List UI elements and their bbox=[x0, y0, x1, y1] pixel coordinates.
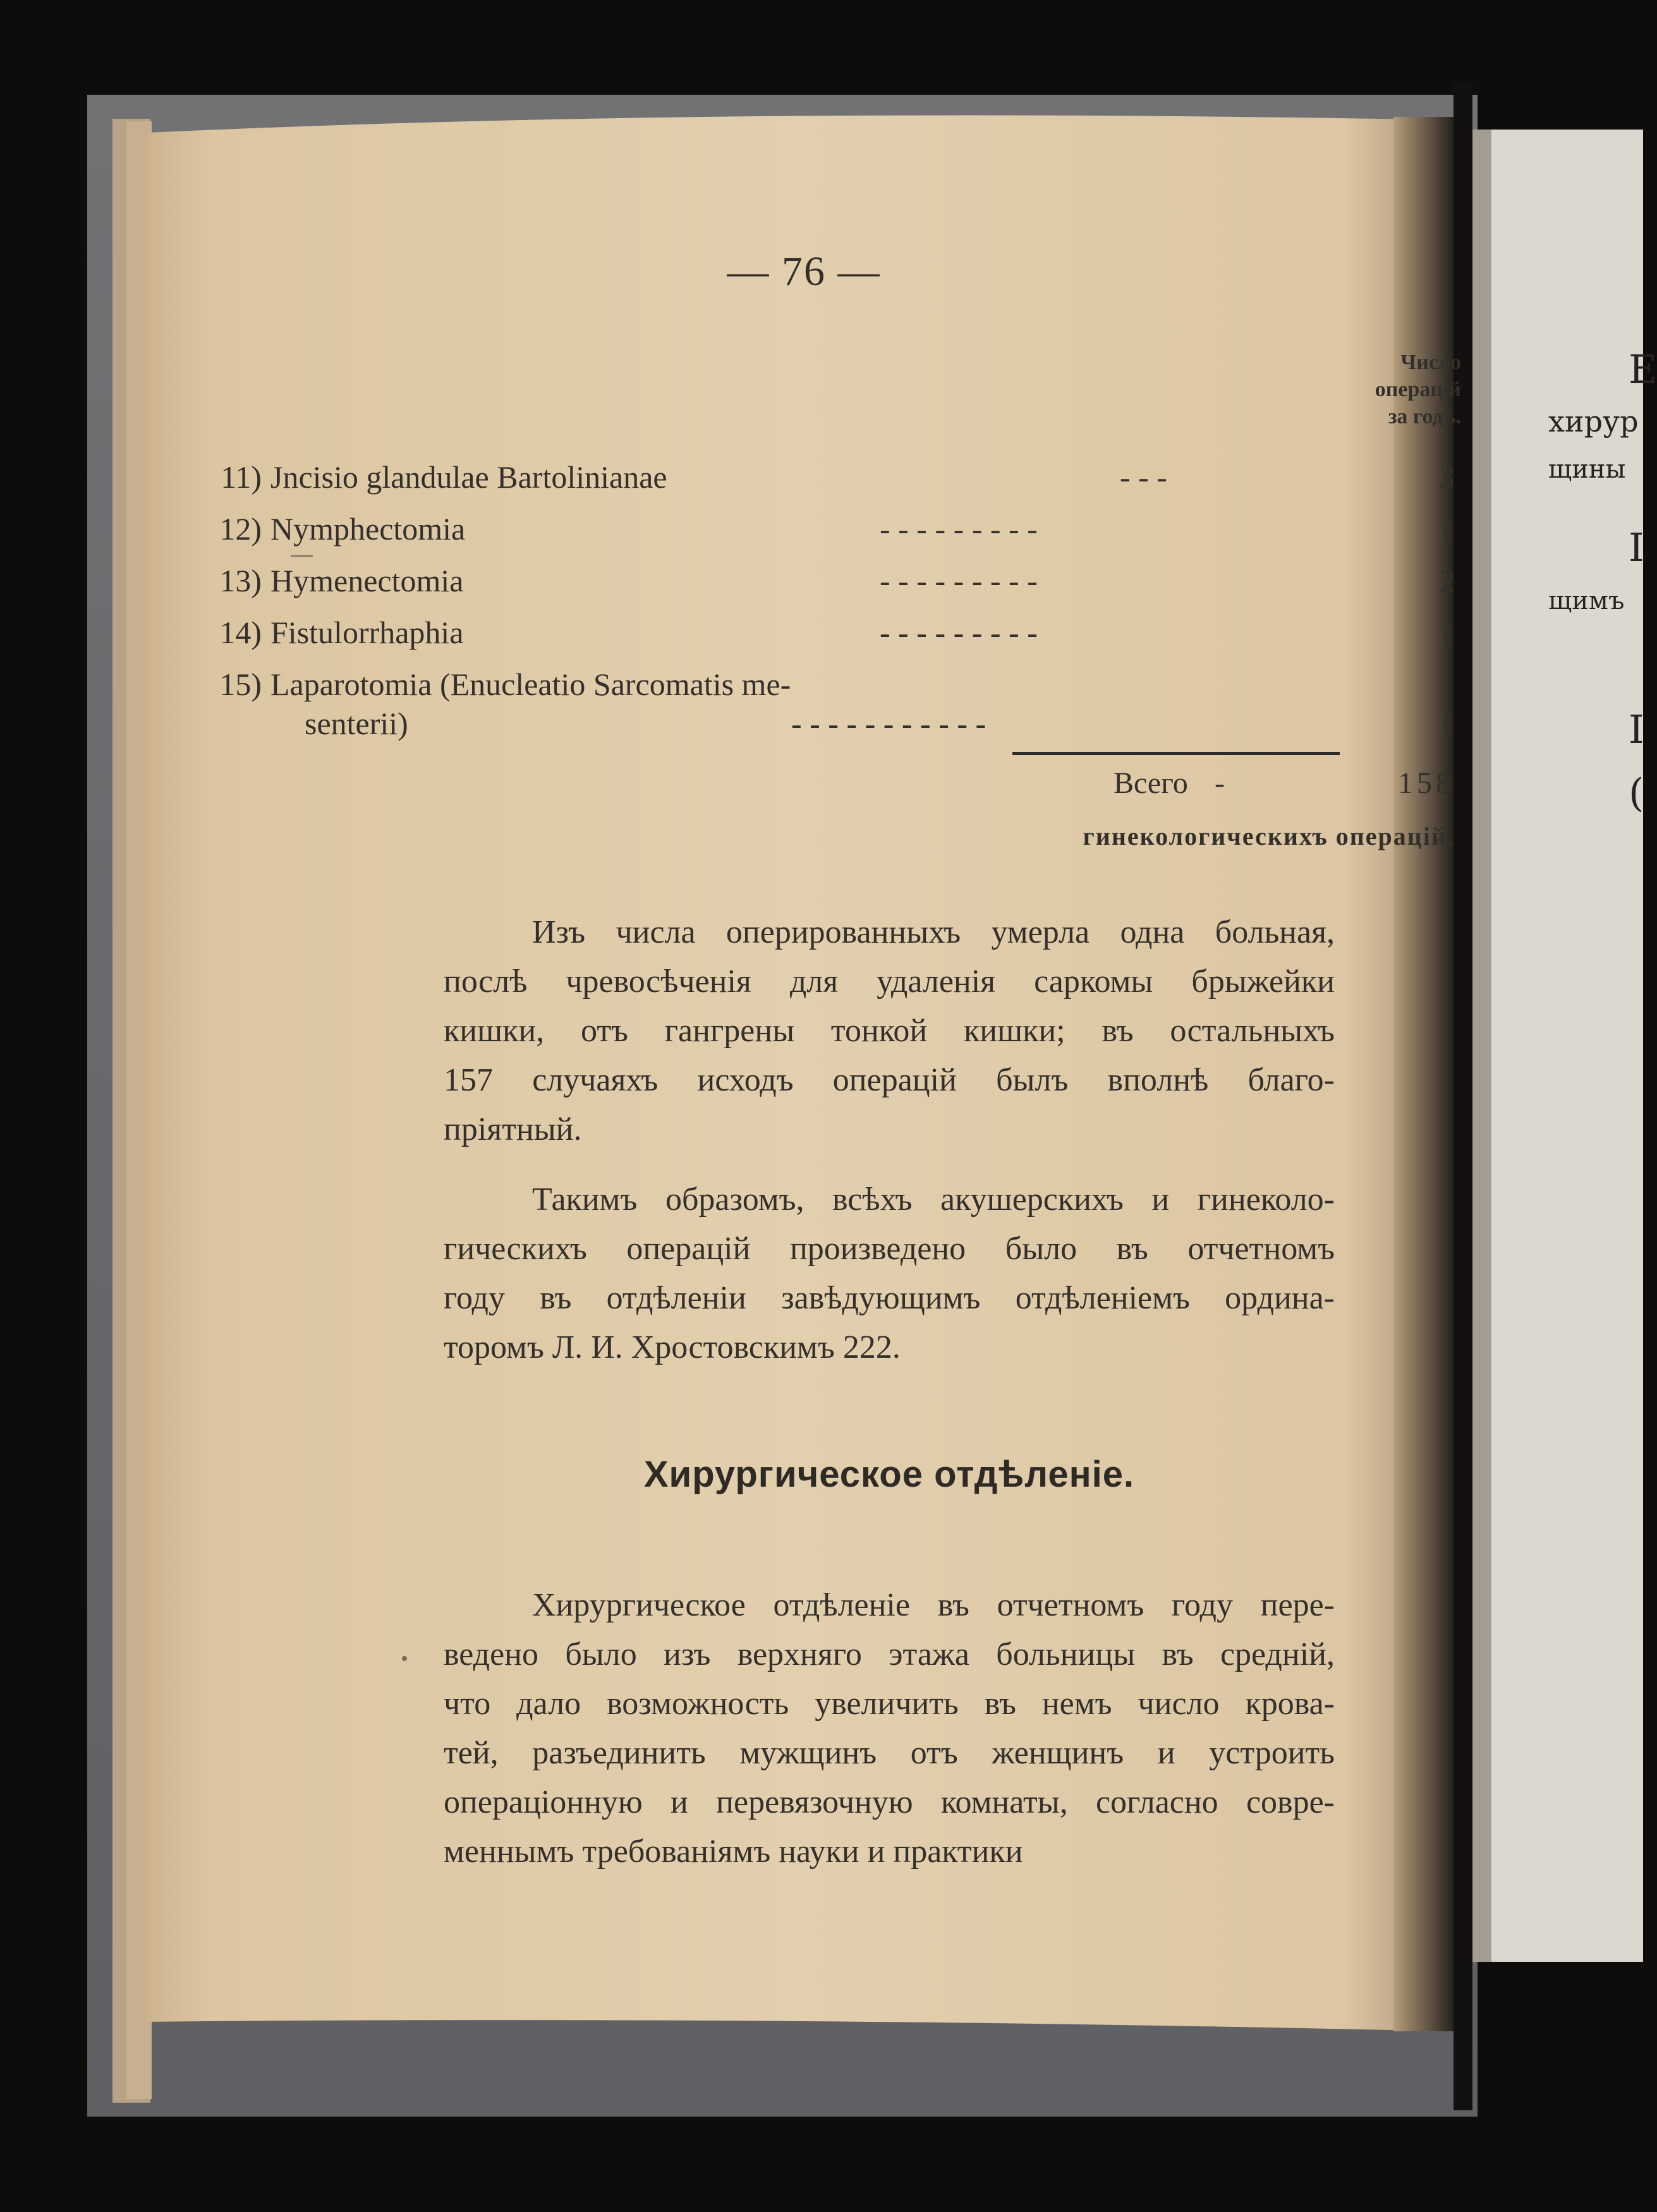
total-value: 158 bbox=[1398, 766, 1455, 800]
leader-dashes: - - - - - - - - - bbox=[880, 563, 1038, 598]
operation-number: 14) bbox=[219, 615, 262, 650]
right-page-text: щимъ bbox=[1548, 586, 1625, 615]
right-page-text: Е bbox=[1629, 346, 1657, 392]
right-page-text: ( bbox=[1629, 770, 1644, 816]
text-line: операціонную и перевязочную комнаты, согласно совре- bbox=[444, 1784, 1335, 1820]
right-page-text: щины bbox=[1548, 455, 1626, 484]
text-line: пріятный. bbox=[444, 1111, 582, 1147]
operation-name: Jncisio glandulae Bartolinianae bbox=[270, 459, 667, 495]
operation-name: senterii) bbox=[305, 706, 408, 741]
column-header-line: операцій bbox=[1375, 378, 1461, 401]
column-header-line: Число bbox=[1400, 351, 1461, 374]
text-line: Такимъ образомъ, всѣхъ акушерскихъ и гинеколо- bbox=[532, 1182, 1335, 1218]
operation-row bbox=[147, 663, 1461, 705]
operation-count: 1 bbox=[1439, 511, 1455, 547]
page-number: — 76 — bbox=[727, 248, 881, 294]
text-line: тей, разъединить мужщинъ отъ женщинъ и устроить bbox=[444, 1735, 1335, 1771]
operation-row bbox=[147, 560, 1461, 601]
text-line: что дало возможность увеличить въ немъ число крова- bbox=[444, 1686, 1335, 1722]
total-dash: - bbox=[1215, 766, 1225, 800]
operation-row bbox=[147, 703, 1461, 744]
right-page-text: І bbox=[1629, 524, 1644, 571]
operation-number: 12) bbox=[219, 511, 262, 547]
operation-name: Laparotomia (Enucleatio Sarcomatis me- bbox=[270, 667, 791, 702]
text-line: гическихъ операцій произведено было въ отчетномъ bbox=[444, 1231, 1335, 1267]
paragraph bbox=[444, 1175, 1335, 1372]
text-line: 157 случаяхъ исходъ операцій былъ вполнѣ благо- bbox=[444, 1062, 1335, 1098]
paragraph bbox=[444, 908, 1335, 1154]
operation-name: Nymphectomia bbox=[270, 511, 466, 547]
total-rule bbox=[1012, 752, 1340, 755]
paragraph bbox=[444, 1581, 1335, 1877]
total-label: Всего bbox=[1114, 766, 1188, 800]
operation-count: 3 bbox=[1439, 459, 1455, 495]
leader-dashes: - - - bbox=[1120, 459, 1167, 495]
section-title: Хирургическое отдѣленіе. bbox=[643, 1454, 1135, 1495]
operation-name: Hymenectomia bbox=[270, 563, 464, 598]
operation-count: 1 bbox=[1439, 615, 1455, 650]
text-line: ведено было изъ верхняго этажа больницы въ средній, bbox=[444, 1636, 1335, 1672]
operation-count: 2 bbox=[1439, 563, 1455, 598]
leader-dashes: - - - - - - - - - - - bbox=[791, 706, 986, 741]
operation-number: 15) bbox=[219, 667, 262, 702]
operation-row bbox=[147, 456, 1461, 498]
operation-number: 11) bbox=[221, 459, 262, 495]
column-header bbox=[1297, 349, 1461, 430]
operation-count: 1 bbox=[1439, 706, 1455, 741]
operation-number: 13) bbox=[219, 563, 262, 598]
right-page-text: І bbox=[1629, 706, 1644, 752]
text-line: торомъ Л. И. Хростовскимъ 222. bbox=[444, 1329, 901, 1365]
text-line: году въ отдѣленіи завѣдующимъ отдѣленіемъ ордина- bbox=[444, 1280, 1335, 1316]
text-line: послѣ чревосѣченія для удаленія саркомы брыжейки bbox=[444, 964, 1335, 1000]
operation-name: Fistulorrhaphia bbox=[270, 615, 464, 650]
operation-row bbox=[147, 612, 1461, 653]
column-header-line: за годъ. bbox=[1388, 405, 1461, 428]
right-page-fragment bbox=[1543, 0, 1657, 2212]
leader-dashes: - - - - - - - - - bbox=[880, 615, 1038, 650]
text-line: Хирургическое отдѣленіе въ отчетномъ году пере- bbox=[532, 1587, 1335, 1623]
text-line: кишки, отъ гангрены тонкой кишки; въ остальныхъ bbox=[444, 1013, 1335, 1049]
leader-dashes: - - - - - - - - - bbox=[880, 511, 1038, 547]
book-page bbox=[147, 115, 1461, 1988]
text-line: Изъ числа оперированныхъ умерла одна больная, bbox=[532, 914, 1335, 950]
operation-row bbox=[147, 508, 1461, 550]
right-page-text: хирур bbox=[1548, 404, 1639, 438]
total-caption: гинекологическихъ операцій. bbox=[1083, 822, 1455, 850]
text-line: меннымъ требованіямъ науки и практики bbox=[444, 1834, 1023, 1870]
